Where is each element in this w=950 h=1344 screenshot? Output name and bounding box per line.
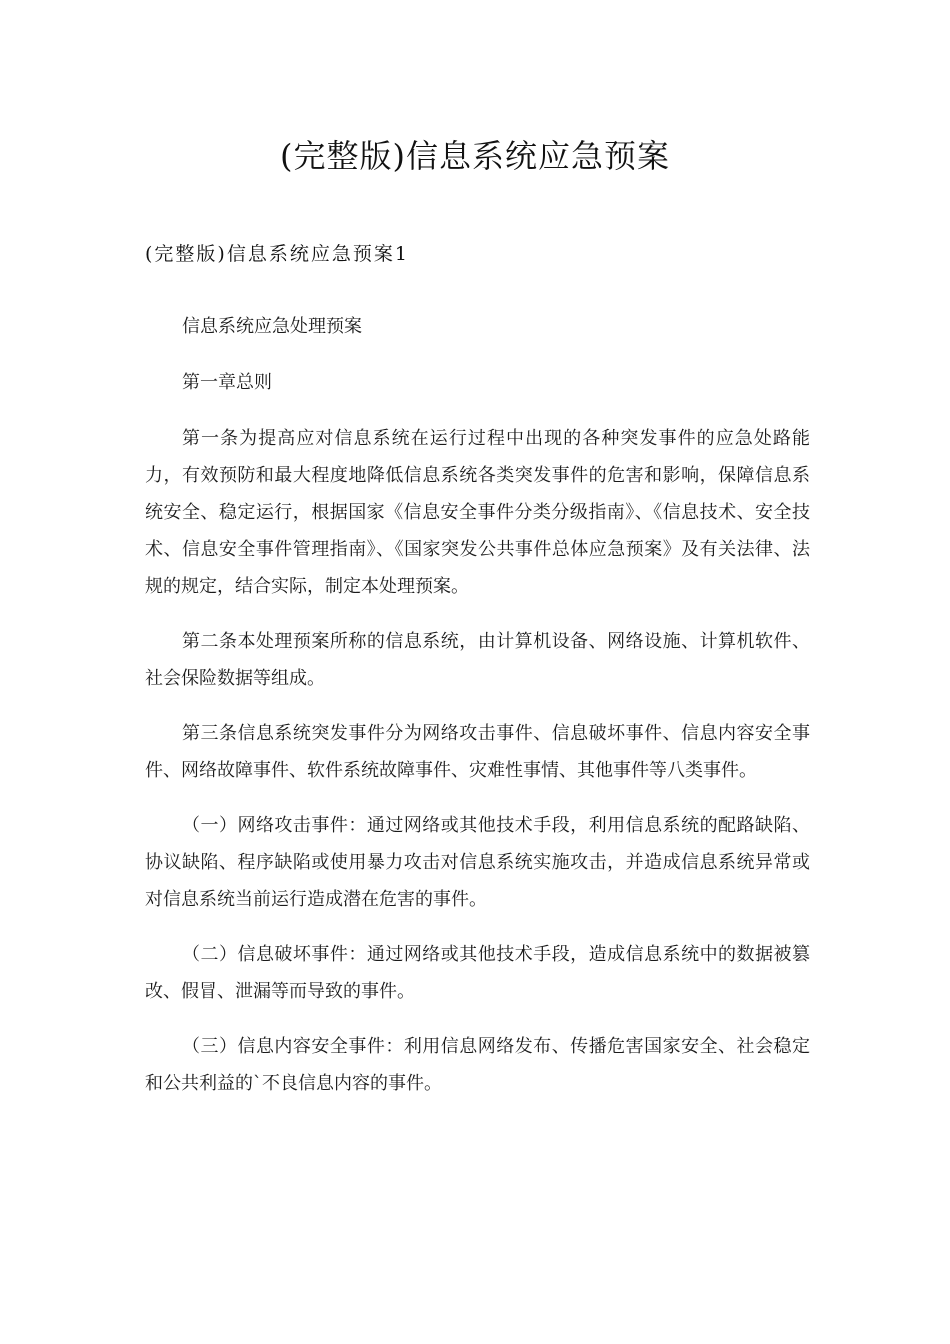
- paragraph-article-3: 第三条信息系统突发事件分为网络攻击事件、信息破坏事件、信息内容安全事件、网络故障事件、软件系统故障事件、灾难性事情、其他事件等八类事件。: [145, 723, 810, 781]
- document-subtitle: (完整版)信息系统应急预案1: [145, 243, 409, 265]
- document-body: [145, 308, 810, 1120]
- paragraph-article-1: 第一条为提高应对信息系统在运行过程中出现的各种突发事件的应急处路能力，有效预防和最大程度地降低信息系统各类突发事件的危害和影响，保障信息系统安全、稳定运行，根据国家《信息安全事件分类分级指南》、《信息技术、安全技术、信息安全事件管理指南》、《国家突发公共事件总体应急预案》及有关法律、法规的规定，结合实际，制定本处理预案。: [145, 428, 810, 597]
- document-title: (完整版)信息系统应急预案: [280, 137, 670, 175]
- paragraph-item-2: （二）信息破坏事件：通过网络或其他技术手段，造成信息系统中的数据被篡改、假冒、泄漏等而导致的事件。: [145, 944, 810, 1002]
- chapter-heading: 第一章总则: [182, 372, 272, 393]
- paragraph-article-2: 第二条本处理预案所称的信息系统，由计算机设备、网络设施、计算机软件、社会保险数据等组成。: [145, 631, 810, 689]
- paragraph-item-3: （三）信息内容安全事件：利用信息网络发布、传播危害国家安全、社会稳定和公共利益的`不良信息内容的事件。: [145, 1036, 810, 1094]
- section-heading: 信息系统应急处理预案: [182, 316, 362, 337]
- paragraph-item-1: （一）网络攻击事件：通过网络或其他技术手段，利用信息系统的配路缺陷、协议缺陷、程序缺陷或使用暴力攻击对信息系统实施攻击，并造成信息系统异常或对信息系统当前运行造成潜在危害的事件。: [145, 815, 810, 910]
